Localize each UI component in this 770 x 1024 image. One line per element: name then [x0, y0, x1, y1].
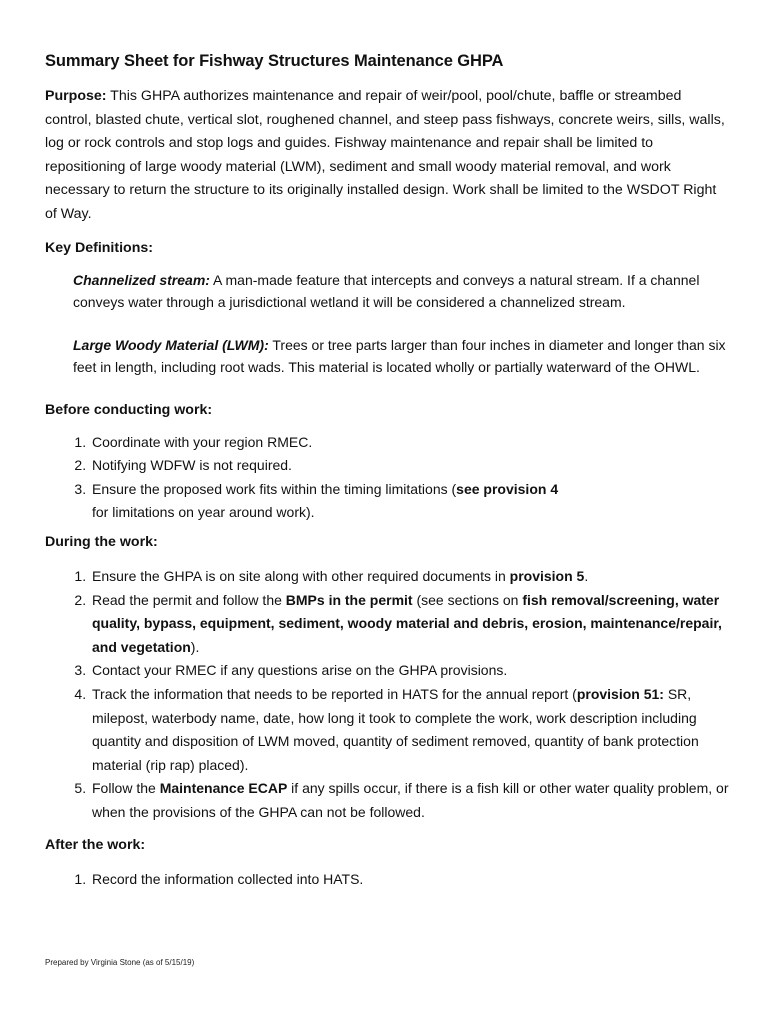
definition-channelized-stream [73, 269, 730, 314]
purpose-label: Purpose: [45, 88, 107, 104]
page-title: Summary Sheet for Fishway Structures Maintenance GHPA [45, 52, 504, 70]
during-work-list [45, 565, 730, 825]
list-item-text: if any spills occur, if there is a fish kill or other water quality problem, or when the provisions of the GHPA can not be followed. [92, 780, 729, 820]
list-item [90, 589, 730, 660]
list-item-text: Ensure the proposed work fits within the timing limitations ( [92, 480, 457, 497]
during-work-heading: During the work: [45, 533, 158, 550]
definition-term: Large Woody Material (LWM): [73, 336, 269, 353]
list-item-text: SR, milepost, waterbody name, date, how long it took to complete the work, work description including quantity and disposition of LWM moved, quantity of sediment removed, quantity of bank protection material (rip rap) placed). [92, 685, 699, 773]
list-item: 1. Record the information collected into HATS. [90, 868, 730, 892]
list-item: 2. Notifying WDFW is not required. [90, 454, 730, 478]
definition-large-woody-material [73, 334, 730, 379]
list-item-text: . [584, 567, 589, 584]
list-item-text: Follow the [92, 780, 160, 797]
list-item-text: (see sections on [412, 591, 523, 608]
list-item [90, 565, 730, 589]
bmp-sections: fish removal/screening, water quality, bypass, equipment, sediment, woody material and debris, erosion, maintenance/repair, and vegetation [92, 591, 722, 655]
list-item-text: Track the information that needs to be reported in HATS for the annual report ( [92, 685, 577, 702]
provision-reference: provision 5 [509, 567, 585, 584]
after-work-list [45, 868, 730, 892]
definition-text: Trees or tree parts larger than four inches in diameter and longer than six feet in length, including root wads. This material is located wholly or partially waterward of the OHWL. [73, 336, 726, 376]
bmp-reference: BMPs in the permit [285, 591, 413, 608]
footer-note: Prepared by Virginia Stone (as of 5/15/19) [45, 958, 195, 967]
list-item [90, 478, 730, 525]
list-item-text: Ensure the GHPA is on site along with other required documents in [92, 567, 510, 584]
before-work-heading: Before conducting work: [45, 401, 213, 418]
ecap-reference: Maintenance ECAP [159, 780, 288, 797]
list-item-text: for limitations on year around work). [92, 504, 315, 521]
list-item-text: Read the permit and follow the [92, 591, 286, 608]
provision-reference: see provision 4 [456, 480, 559, 497]
list-item: 1. Coordinate with your region RMEC. [90, 431, 730, 455]
key-definitions-heading: Key Definitions: [45, 239, 153, 256]
list-item: 3. Contact your RMEC if any questions arise on the GHPA provisions. [90, 659, 730, 683]
list-item [90, 777, 730, 824]
purpose-text: This GHPA authorizes maintenance and repair of weir/pool, pool/chute, baffle or streambed control, blasted chute, vertical slot, roughened channel, and steep pass fishways, concrete weirs, sills, walls, log or rock controls and stop logs and guides. Fishway maintenance and repair shall be limited to repositioning of large woody material (LWM), sediment and small woody material removal, and work necessary to return the structure to its originally installed design. Work shall be limited to the WSDOT Right of Way. [45, 88, 725, 222]
definition-text: A man-made feature that intercepts and conveys a natural stream. If a channel conveys water through a jurisdictional wetland it will be considered a channelized stream. [73, 271, 700, 311]
before-work-list [45, 431, 730, 525]
provision-reference: provision 51: [576, 685, 664, 702]
after-work-heading: After the work: [45, 837, 146, 854]
list-item [90, 683, 730, 777]
definition-term: Channelized stream: [73, 271, 210, 288]
purpose-paragraph [45, 85, 730, 227]
list-item-text: ). [190, 638, 200, 655]
